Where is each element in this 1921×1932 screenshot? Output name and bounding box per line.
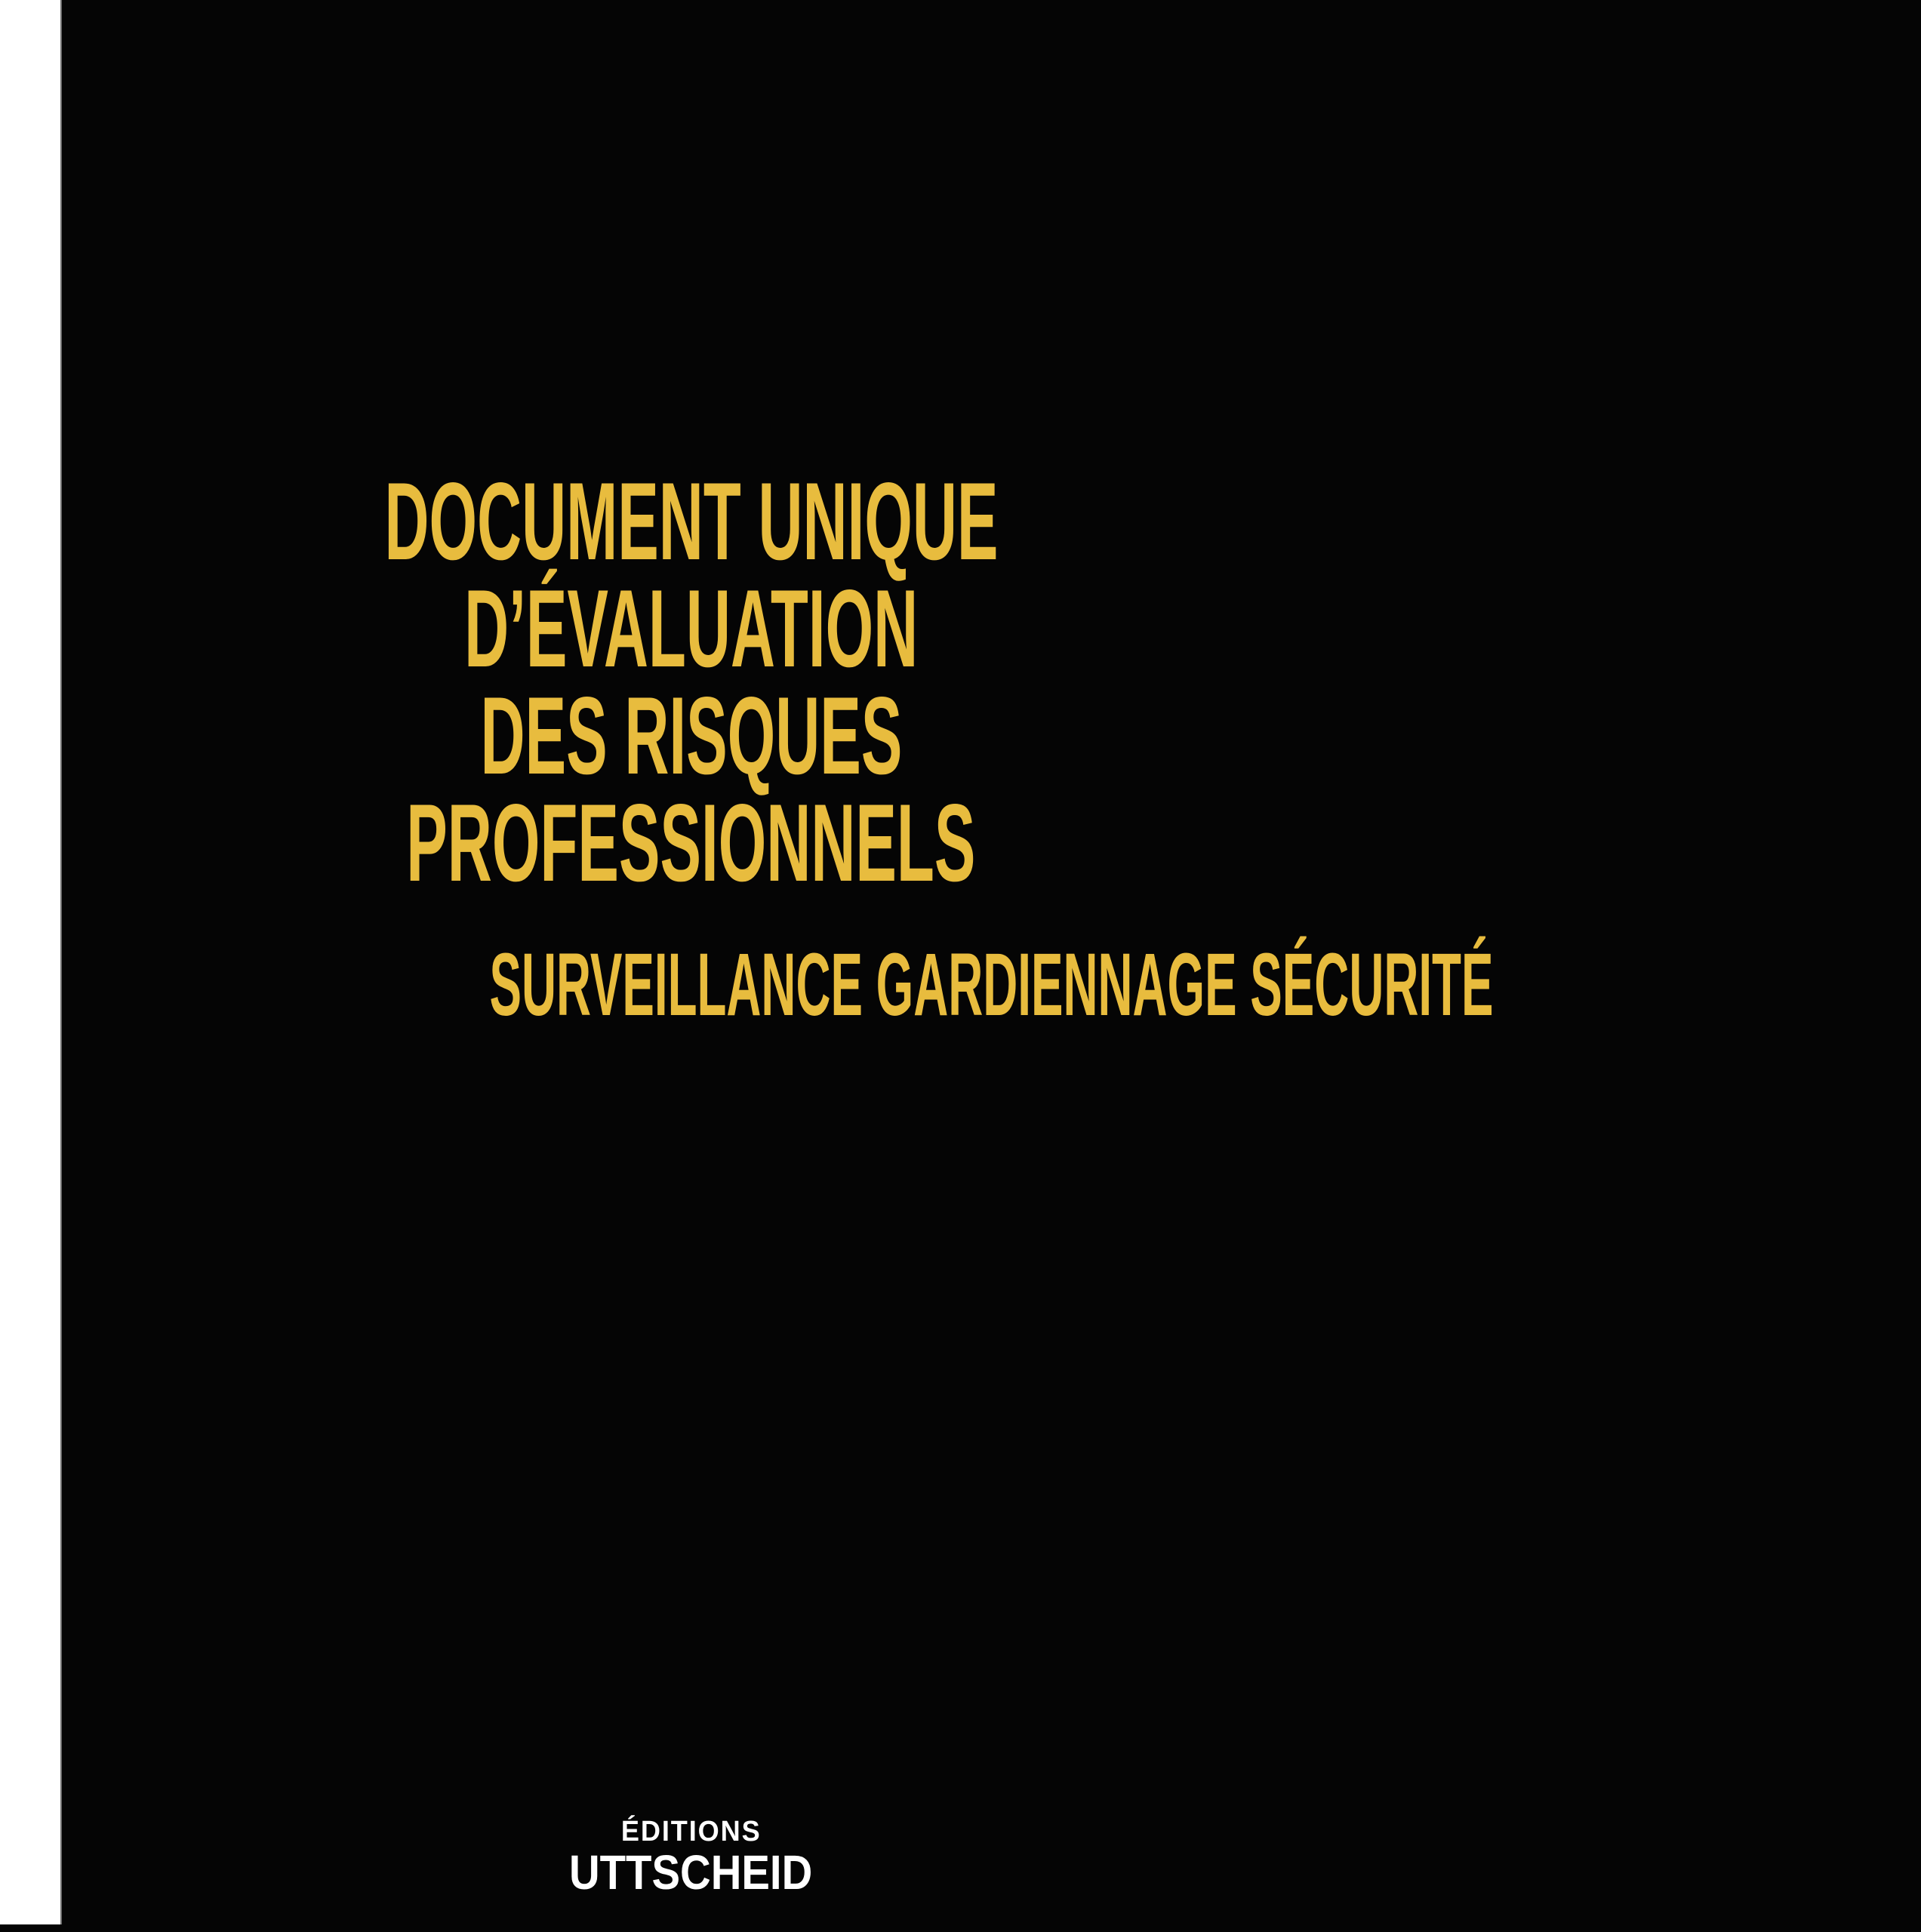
- publisher-logo: [62, 1814, 1320, 1900]
- front-cover: [62, 0, 1494, 1932]
- publisher-name: UTTSCHEID: [569, 1845, 813, 1900]
- title-line-3: DES RISQUES: [480, 674, 902, 797]
- publisher-imprint: ÉDITIONS: [620, 1816, 762, 1847]
- title-line-4: PROFESSIONNELS: [406, 781, 976, 904]
- title-line-1: DOCUMENT UNIQUE: [383, 460, 999, 583]
- page-edge-strip: [0, 0, 62, 1924]
- title-line-2: D’ÉVALUATION: [463, 567, 919, 690]
- publisher-imprint-row: [62, 1814, 1320, 1849]
- book-subtitle: SURVEILLANCE GARDIENNAGE SÉCURITÉ: [489, 935, 1494, 1035]
- publisher-name-row: [62, 1845, 1320, 1900]
- book-title: [62, 460, 1320, 904]
